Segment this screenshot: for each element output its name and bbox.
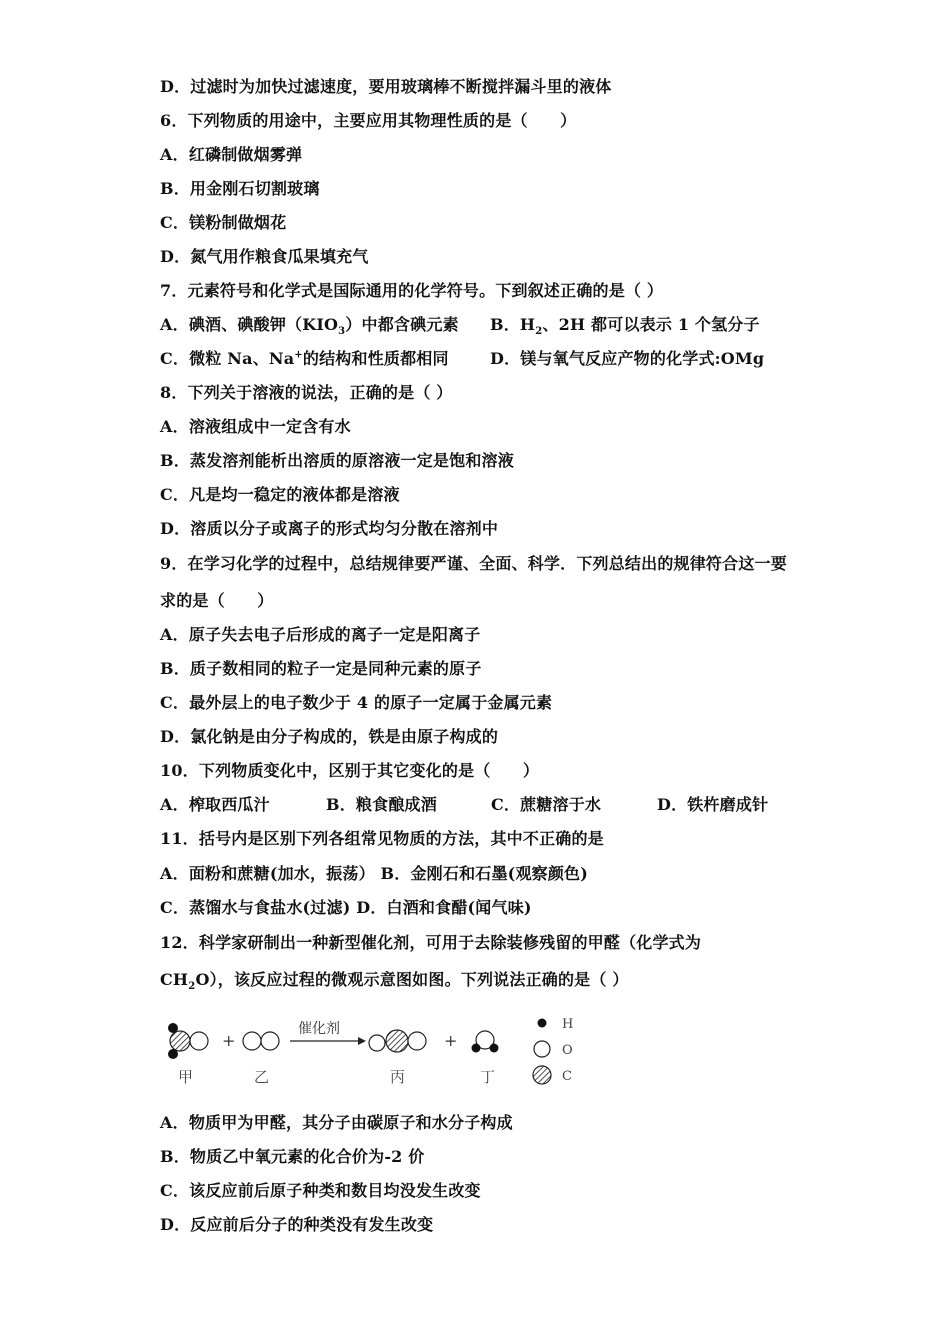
carbon-atom xyxy=(170,1031,190,1051)
q8-option-d: D．溶质以分子或离子的形式均匀分散在溶剂中 xyxy=(160,519,499,538)
q8-option-b: B．蒸发溶剂能析出溶质的原溶液一定是饱和溶液 xyxy=(160,451,514,470)
q11-options-ab: A．面粉和蔗糖(加水，振荡） B．金刚石和石墨(观察颜色) xyxy=(160,864,589,883)
oxygen-atom xyxy=(261,1032,279,1050)
q7-row-ab xyxy=(160,315,760,338)
oxygen-atom xyxy=(243,1032,261,1050)
plus-sign: + xyxy=(444,1031,458,1050)
q12-stem-cont: $CH_2O$），该反应过程的微观示意图如图。下列说法正确的是（ ） xyxy=(160,970,629,993)
legend-o-label: O xyxy=(562,1043,573,1058)
q7-option-a: A．碘酒、碘酸钾$(KIO_3)$中都含碘元素 xyxy=(160,315,459,338)
q7-option-c: C．微粒 Na、Na+的结构和性质都相同 xyxy=(160,349,449,368)
carbon-atom xyxy=(386,1030,408,1052)
legend-h-label: H xyxy=(562,1017,574,1032)
q5-option-d: D．过滤时为加快过滤速度，要用玻璃棒不断搅拌漏斗里的液体 xyxy=(160,77,612,96)
q6-option-a: A．红磷制做烟雾弹 xyxy=(160,145,303,164)
q6-option-b: B．用金刚石切割玻璃 xyxy=(160,179,320,198)
molecule-yi xyxy=(243,1032,279,1050)
q12-stem: 12．科学家研制出一种新型催化剂，可用于去除装修残留的甲醛（化学式为 xyxy=(160,933,702,952)
q9-option-a: A．原子失去电子后形成的离子一定是阳离子 xyxy=(160,625,481,644)
q6-stem: 6．下列物质的用途中，主要应用其物理性质的是（ ） xyxy=(160,111,577,130)
q8-option-c: C．凡是均一稳定的液体都是溶液 xyxy=(160,485,400,504)
q12-option-c: C．该反应前后原子种类和数目均没发生改变 xyxy=(160,1181,481,1200)
label-bing: 丙 xyxy=(390,1068,406,1086)
q10-option-a: A．榨取西瓜汁 xyxy=(160,795,270,814)
reaction-arrow xyxy=(290,1037,366,1045)
q6-option-c: C．镁粉制做烟花 xyxy=(160,213,287,232)
catalyst-label: 催化剂 xyxy=(298,1021,340,1037)
oxygen-atom xyxy=(190,1032,208,1050)
q7-stem: 7．元素符号和化学式是国际通用的化学符号。下到叙述正确的是（ ） xyxy=(160,281,664,300)
q10-stem: 10．下列物质变化中，区别于其它变化的是（ ） xyxy=(160,761,540,780)
label-jia: 甲 xyxy=(178,1068,194,1086)
q10-option-c: C．蔗糖溶于水 xyxy=(491,795,602,814)
hydrogen-atom xyxy=(490,1044,499,1053)
oxygen-legend-icon xyxy=(534,1041,550,1057)
hydrogen-atom xyxy=(472,1044,481,1053)
oxygen-atom xyxy=(408,1032,426,1050)
hydrogen-atom xyxy=(168,1049,178,1059)
q7-option-d: D．镁与氧气反应产物的化学式:OMg xyxy=(490,349,765,368)
hydrogen-atom xyxy=(168,1023,178,1033)
legend xyxy=(533,1017,573,1084)
plus-sign: + xyxy=(222,1031,236,1050)
q11-options-cd: C．蒸馏水与食盐水(过滤) D．白酒和食醋(闻气味) xyxy=(160,898,532,917)
q9-option-d: D．氯化钠是由分子构成的，铁是由原子构成的 xyxy=(160,727,499,746)
q9-stem: 9．在学习化学的过程中，总结规律要严谨、全面、科学．下列总结出的规律符合这一要 xyxy=(160,554,787,573)
legend-c-label: C xyxy=(562,1069,572,1084)
carbon-legend-icon xyxy=(533,1066,551,1084)
q12-option-b: B．物质乙中氧元素的化合价为-2 价 xyxy=(160,1147,425,1166)
q12-option-d: D．反应前后分子的种类没有发生改变 xyxy=(160,1215,434,1234)
q6-option-d: D．氮气用作粮食瓜果填充气 xyxy=(160,247,369,266)
q8-option-a: A．溶液组成中一定含有水 xyxy=(160,417,351,436)
oxygen-atom xyxy=(369,1035,385,1051)
q7-option-b: B．$H_2$、2H 都可以表示 1 个氢分子 xyxy=(490,315,760,338)
molecule-ding xyxy=(472,1031,499,1053)
q12-option-a: A．物质甲为甲醛，其分子由碳原子和水分子构成 xyxy=(160,1113,513,1132)
q9-option-b: B．质子数相同的粒子一定是同种元素的原子 xyxy=(160,659,482,678)
molecule-bing xyxy=(369,1030,426,1052)
reaction-diagram xyxy=(158,1010,598,1090)
q9-stem-cont: 求的是（ ） xyxy=(160,591,274,610)
q11-stem: 11．括号内是区别下列各组常见物质的方法，其中不正确的是 xyxy=(160,829,604,848)
q7-row-cd xyxy=(160,349,765,369)
molecule-jia xyxy=(168,1023,208,1059)
q8-stem: 8．下列关于溶液的说法，正确的是（ ） xyxy=(160,383,453,402)
label-yi: 乙 xyxy=(254,1068,270,1086)
q9-option-c: C．最外层上的电子数少于 4 的原子一定属于金属元素 xyxy=(160,693,553,712)
label-ding: 丁 xyxy=(480,1068,496,1086)
hydrogen-legend-icon xyxy=(538,1019,547,1028)
q10-option-d: D．铁杵磨成针 xyxy=(657,795,769,814)
q10-option-b: B．粮食酿成酒 xyxy=(326,795,437,814)
